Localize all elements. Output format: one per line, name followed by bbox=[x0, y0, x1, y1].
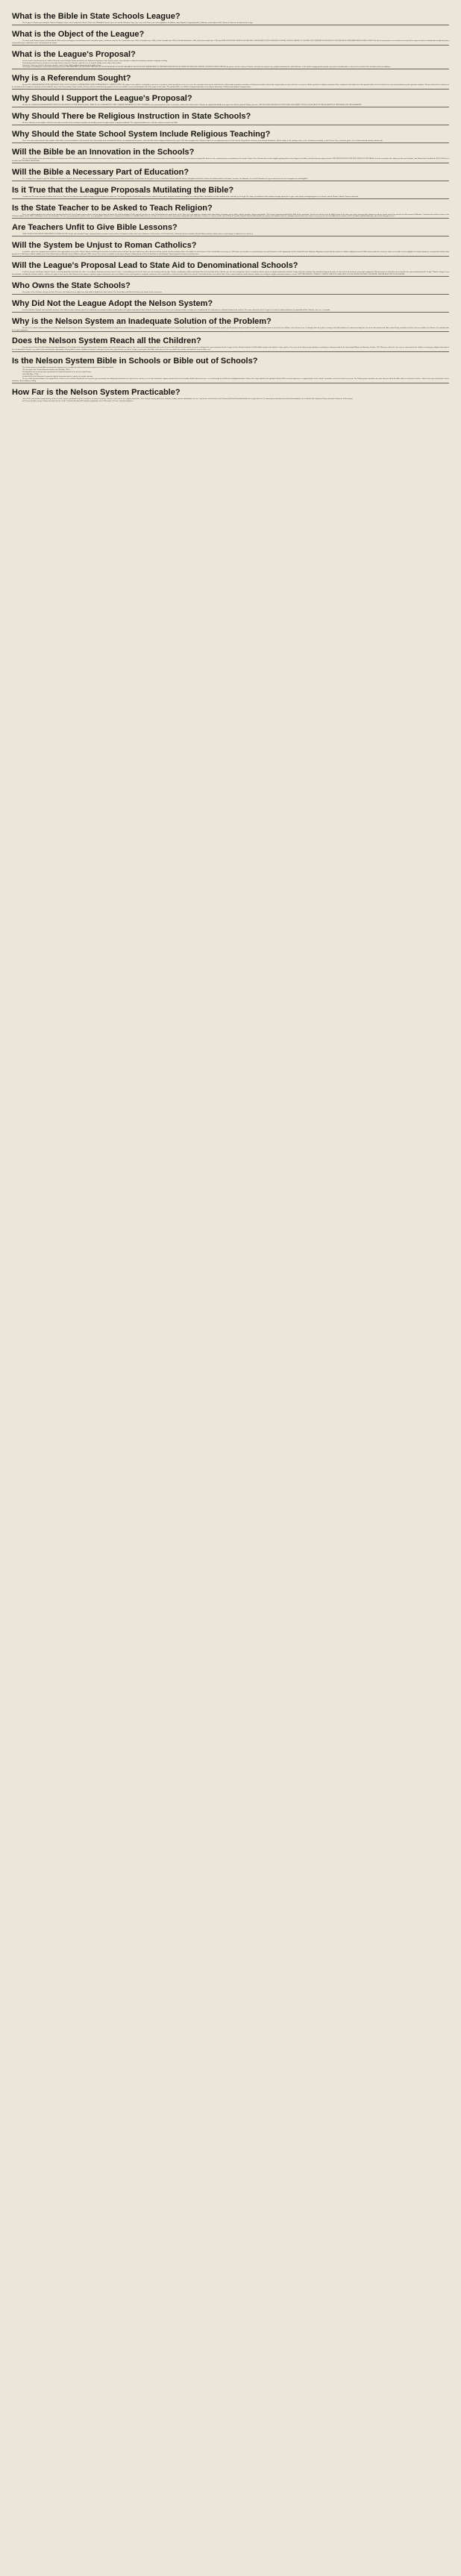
question-heading: Will the Bible a Necessary Part of Education? bbox=[12, 167, 189, 177]
answer-paragraph: Yes, certainly, if we purpose to give the children an education in English. How can they understand the history of their race or their literature, without a knowledge, if only from a literary point of view, of that Book without which the history of England could not be written; and without which her literature, her poets, her historians, her Acts of Parliament, her great writers and even her newspapers are unintelligible? bbox=[22, 178, 308, 180]
faq-section bbox=[12, 218, 449, 236]
faq-section bbox=[12, 7, 449, 25]
answer-paragraph: To restore to the National system of Education the Bible and its teaching by a method known as the Australian system, which has existed in New South Wales since 1866, in Tasmania since 1868, in West Australia since 1893, in Norfolk Island since 1906, and in Queensland since 1910; and WHICH IN THOSE STATES HAS PROVED A BULWARK OF THE NATIONAL SYSTEM, SAFEGUARDING IT AGAINST ANY ATTEMPT TO DESTROY IT IN FAVOUR OF DENOMINATIONAL EDUCATION. The fact of its permanence in two States for nearly half a century and since its introduction in adjoining States is proof that it gives satisfaction to the vast majority of the people. bbox=[12, 40, 449, 44]
faq-section bbox=[12, 107, 449, 125]
answer-paragraph: There is no religion taught to the teachers in the training schools in the New Zealand system which is bad for the teaching of history. The official syllabus of 1902, page 48, specifies in nearly 100 particulars the moral duties of life. These are to be taught by examples taken from history, biography, poetry, fables, and the anecdote, allegory and parable. The League's proposal would add the Bible to the curriculum. Teachers are asked to treat the Bible lessons in the same way as they treat any other historical or literary lesson; and as they already do with lessons on Mohamet, Confucius and sound references to the Christian religion and the Bible, which appear in the school literature. For tens of years thousands of teachers have been giving Bible lessons to tens of thousands of children in Australian States. Not one case has ever been on record of any teacher raising difficulties about these lessons; even when as in the case of Western Australia, Norfolk Island and Queensland, the system was introduced after the education system had been in existence for some years. It is incredible that the teachers of New Zealand would find difficulty, where their colleagues do not. bbox=[12, 213, 449, 218]
answer-paragraph: Very far from it. Out of 151,416 children in average attendance in New Zealand, the warmest admirers of the Nelson system only claim 10,000 children, that is, 7 per cent. as receiving instruction, after some 20 years' trial. Whereas in Queensland, two years' working of the system advocated by the League for New Zealand resulted in 26,000 children being in the ministers' visits, equal to 15 per cent. of the daily average attendance according to a statement made by the Queensland Minister of Education, October, 1913. Moreover, while the 7 per cent. are represented in the children receiving any religious instruction in New Zealand State Schools, every child in Queensland had the opportunity of having Bible lessons in addition to ministers' visits given by the State school teacher; so that the League's system places the Bible within the reach of every child in the schools, and ministers' visits to 24 per cent. bbox=[12, 347, 449, 351]
answer-paragraph: Conscience clause by which the parent has complete control of the child's religious instruction in the public school. bbox=[22, 64, 101, 66]
question-heading: What is the Object of the League? bbox=[12, 29, 145, 39]
answer-paragraph: After all the years and the strong advocacy it has received, it proves practicable only in a few places; for many reasons the Churches won't and are the religious instruction—there being in country parts where churches, Sunday schools, and ministers are few—and receive most benefit. In the Nelson and Nelson Education Board's own report, there are 25 schools given instruction from other denominations, one of which in the country of Nelson and some of them are in the country. bbox=[22, 398, 354, 400]
answer-paragraph: And (30th May, 1913):— bbox=[22, 374, 40, 375]
answer-paragraph: It will not, because the Roman Catholic Church—which demands State aid both where there is no religious instruction and also where it exists—is effectually prevented in the latter case from forming with any other Church a combination which could obtain State aid. Practically all the Churches save the one desiring State aid are so satisfied with the system of religious instruction which the League advocates, that they have definitely dropped the policy of State aid for their schools; preferring to support the National system of education when it includes the system advocated by the League. That the clergy of every denomination, including the Roman Catholics, will have the right of entry into the State Schools for the purpose of giving religious instruction to their own children leaves no just ground of complaint, inasmuch as the responsibility of refusal to teach children lies with the Church that declines, not with the State. It then cannot equally be pleaded that the children are hearing no religious instruction whatever, as now. AND THE ROMAN CATHOLIC CHURCH WHICH CLAIMS WITH ALL ITS STRENGTH STATE AID UNDER THE PRESENT SECULAR SYSTEM. bbox=[12, 272, 449, 275]
question-heading: Why Did Not the League Adopt the Nelson System? bbox=[12, 298, 213, 308]
answer-paragraph: It is clear that the Churches, after practical experience of the Nelson system, did not regard it as a satisfactory or permanent solution of the problem of religious instruction in State Schools. It has been tried for many years, and many of those working it are of opinion that it is inadequate as a national solution of the problem. The system advocated by the League is accepted as finally satisfactory by practically all the Churches, save one, in Australia. bbox=[22, 309, 330, 311]
faq-section bbox=[12, 351, 449, 382]
answer-paragraph: THIS CHARGE IS MADE BY OPPONENTS OF THE LEAGUE. On the other hand the League is prepared fully to trust the teachers of New Zealand as worthy of the same confidence as the teachers of New South Wales, Tasmania, Western Australia, Norfolk Island, and Queensland, where no such charge of unfitness is ever heard of. bbox=[22, 234, 254, 236]
faq-section bbox=[12, 181, 449, 198]
faq-section bbox=[12, 163, 449, 181]
question-heading: Will the League's Proposal Lead to State Aid to Denominational Schools? bbox=[12, 261, 298, 271]
question-heading: What is the League's Proposal? bbox=[12, 49, 136, 59]
answer-paragraph: The Secretary of the Nelson Education Board wrote (9th May, 1913):— bbox=[22, 369, 72, 372]
question-heading: Why Should the State School System Include Religious Teaching? bbox=[12, 129, 271, 139]
faq-section bbox=[12, 256, 449, 276]
faq-section bbox=[12, 276, 449, 294]
answer-paragraph: The League is not asking for every detail of the system, but for THE PRINCIPLE, THAT EVERY CHILD SHALL HAVE THE RIGHT TO READ THE BIBLE AND HAVE THE OPPORTUNITY OF DEFINITE RELIGIOUS TEACHING BY HIS OWN CHURCH, BOTH IN SCHOOL HOURS, the parent—not the teacher or Church—to decide how much, if any, religious instruction the child shall have. As the details in applying this principle vary in the Australian States, so they can be varied in New Zealand to fit local conditions. bbox=[22, 66, 391, 69]
faq-section bbox=[12, 331, 449, 351]
faq-section bbox=[12, 142, 449, 163]
question-heading: Does the Nelson System Reach all the Children? bbox=[12, 336, 201, 346]
faq-section bbox=[12, 89, 449, 107]
answer-paragraph: No one would say that arithmetic was taught IN the school if it were said the Board had not at any time given permission for arithmetical instruction to be given in the schools, even if some wholesome separate ministers had offered outside official school hours one a week and taught the children the multiplication table. Further, the League stands for the principle that the Bible in schools must have a recognised place in the schools' curriculum, and not be treated as an extra. The Nelson system reproduces the same inference about the Bible which it is desired to remove—that it is an extra, and therefore of less importance than reading or writing. bbox=[12, 377, 449, 382]
answer-paragraph: Because as it excludes ordinary ministers of religion who will not agree to give undenominational teaching, it is manifestly unfair to support it as a national system of religious instruction. It is practically impossible to set it up generally. The Australian system is open to all denominations equally, special privileges being accorded to none. Where ministers prefer to teach their own children, and only their own—as though where they prefer to arrange with other ministers for common teaching they can do so. But instead of the latter method being compulsory and the only one available as in Nelson, it is optional under the League's proposals. bbox=[12, 327, 449, 331]
question-heading: What is the Bible in State Schools League? bbox=[12, 12, 181, 21]
question-heading: Who Owns the State Schools? bbox=[12, 281, 131, 290]
question-heading: Is the Nelson System Bible in Schools or Bible out of Schools? bbox=[12, 357, 258, 366]
answer-paragraph: In Western Australia, a huge territory nine times the size of New Zealand with about 400 schools in population, out of 700 schools, 316 were visited by ministers. bbox=[22, 400, 134, 402]
faq-section bbox=[12, 25, 449, 45]
answer-paragraph: Because the CHURCHES REPRESENTING THE VAST MAJORITY OF THE PEOPLE HAVE COME TO AN AGREEMENT IN THE COMMON INTERESTS OF THE CHILDREN, and a great proportion of the electors have endorsed the action of their Churches by signing individually their agreement with the proposal. Plainly, therefore, THE LEAGUE'S PROPOSAL IS THE ONLY ONE LIKELY TO BE ACCEPTABLE TO THE MAJORITY OF THE PEOPLE OF THE DOMINION. bbox=[22, 104, 362, 107]
faq-section bbox=[12, 125, 449, 142]
answer-paragraph: The people of New Zealand, who pay for them. Therefore, the People have the right to say what shall be taught in the State Schools. The Referendum will allow the People to be master in their own house. bbox=[22, 291, 163, 293]
answer-paragraph: The Nelson system is clearly Bible out of schools, inasmuch as it is outside the official school hours reported to the Education Board. bbox=[22, 367, 114, 369]
faq-section bbox=[12, 236, 449, 256]
faq-section bbox=[12, 45, 449, 69]
question-heading: Why is a Referendum Sought? bbox=[12, 74, 131, 84]
question-heading: Will the System be Unjust to Roman Catholics? bbox=[12, 241, 197, 251]
answer-paragraph: There is no more reason why the State should exclude Bible lessons and ministers' visits from the State Schools than from our Industrial Schools, our hospitals and our prisons, where the State allows religious instruction to be given. The State recognises the Christian religion in every important stage of its life from the King and the Governor, down through Parliament, with the Judges, in the making of laws, in the celebration of marriage, in the Defence Force, and in the gaols—it is excluded from the primary schools only. bbox=[22, 140, 383, 142]
answer-paragraph: Because IN A REFERENDUM EVERY OPPONENT WILL HAVE AN EQUAL OPPORTUNITY WITH SUPPORTERS OF A DIRECT VOTE. The subject is one which is of immediate concern to every parent, and of special interest to every voter. It is a question which can be settled best by a Referendum inasmuch as members of Parliament would be affected by a large number of voters who have no concern with the question of religious instruction. Direct settlement at the ballot box of this question allows it to be decided on its own merits without any other question coming in. The precedents of the settlement of the question by Referendum are numerous; Switzerland (the home of the Referendum), South Australia, Victoria, and Queensland having regarded it as the most suitable way of ascertaining the will of the people on the matter. The question Bible or no Bible in religious instruction or no religious instruction, is distinct from political and party issues. bbox=[12, 84, 449, 89]
faq-section bbox=[12, 69, 449, 89]
question-heading: Is it True that the League Proposals Mutilating the Bible? bbox=[12, 185, 234, 195]
question-heading: Why Should There be Religious Instruction in State Schools? bbox=[12, 112, 251, 122]
answer-paragraph: Because education is not complete which does not make provision for the teaching of morality, and morality cannot be taught without a religious foundation. The religious foundation for a Christian country is found in the Bible. bbox=[22, 122, 178, 125]
question-heading: Are Teachers Unfit to Give Bible Lessons? bbox=[12, 223, 178, 233]
answer-paragraph: Section 84 (3) of the Education Act provides that the instruction must be entirely of a secular character. bbox=[22, 375, 93, 377]
question-heading: Why is the Nelson System an Inadequate Solution of the Problem? bbox=[12, 316, 272, 326]
answer-paragraph: The Board has not at any time given permission for religious instruction to be given in school hours. bbox=[22, 372, 92, 374]
question-heading: How Far is the Nelson System Practicable? bbox=[12, 387, 181, 397]
question-heading: Is the State Teacher to be Asked to Teach Religion? bbox=[12, 203, 213, 213]
question-heading: Why Should I Support the League's Proposal? bbox=[12, 94, 192, 104]
answer-paragraph: Visits during school hours by ministers or accredited teachers from the Churches, under the Act, to teach the children of the faith of their fathers. bbox=[22, 62, 122, 64]
answer-paragraph: Certainly not. The same principle is followed out in every Church of selecting the most suitable passages of Holy Scripture for public use. The Roman Catholic Church itself shows a clear example in this respect, using their portions of Scripture for reading at Mass, and similarly selective portions to be read daily by its clergy. The charge of mutilation of the Scriptures brought against the League could equally be brought against every Church, and the Roman Catholic Church in particular. bbox=[22, 195, 359, 198]
answer-paragraph: It would be unjust if the proposal denied them the same opportunities as any other Church. Roman Catholic priests and other accredited teachers will have the same right as any other Church to visit the schools, and the teaching of their own children in school hours. In New South Wales an average of 1,600 visits a year by them is a proof that they can avail themselves of the opportunity. In New South Wales the Education Department reports that the number of children withdrawn from the Bible lessons under the conscience clause is so small as to be negligible for statistical purposes, consequently it follows that parents of 51,500 Roman Catholic children in the State Schools find no difficulty in their children reading the Bible lessons. There can be no injustice in offering the Roman Catholic parents in New Zealand that of which Roman Catholic parents elsewhere avail themselves. bbox=[12, 251, 449, 256]
answer-paragraph: Not so. It had its place in the provincial systems of education up to 1877. Provision for Bible reading and prayer was made by Sir Bowen, Minister of Education, in his National Bill in 1877, when the provinces were abolished, but the clause was struck out against Mr. Bowen's wish, without any direct consultation of the people. Only in New Zealand and two other English-speaking States in the Empire is the Bible excluded from the primary schools. THE INNOVATION IS THE EXCLUSION OF THE BIBLE from the curriculum. Our schools are thus non-Christian, Anti-National and Anti-British. WE WANT the Act amended and THE BIBLE RESTORED. bbox=[12, 157, 449, 162]
answer-paragraph: Lessons read in school hours by the children themselves from Scripture Books provided by the Education Department; State School teachers supervising the reading, but not giving sectarian or dogmatic teaching. bbox=[22, 60, 168, 62]
answer-paragraph: The League is a Union representing the Church of England, 41 per cent.; Presbyterian Church, 23 per cent.; Methodist Church, 9 per cent.; and the Salvation Army, 1 per cent.; in all 74 per cent. of the population. In addition, many Baptists, Congregationalists, Lutherans, and members of the Church of Christ are members of the League. bbox=[22, 22, 254, 24]
question-heading: Will the Bible be an Innovation in the Schools? bbox=[12, 147, 195, 157]
faq-section bbox=[12, 383, 449, 403]
